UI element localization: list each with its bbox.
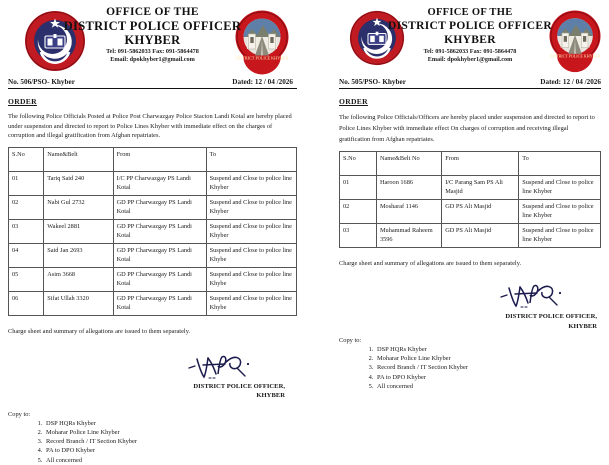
cell-name: Muhammad Raheem 3596 xyxy=(376,224,441,248)
cell-to: Suspend and Close to police line Khyber xyxy=(206,219,296,243)
cell-name: Mosharaf 1146 xyxy=(376,200,441,224)
table-row xyxy=(340,224,601,248)
column-header-to: To xyxy=(206,147,296,171)
column-header-name: Name&Belt No xyxy=(376,152,441,176)
cell-sno: 01 xyxy=(340,176,377,200)
document-body xyxy=(0,89,305,465)
copy-to-block xyxy=(339,337,601,391)
document-body xyxy=(331,89,609,391)
cell-from: GD PP Charwazgay PS Landi Kotal xyxy=(113,291,206,315)
table-row xyxy=(9,267,297,291)
cell-to: Suspend and Close to police line Khyber xyxy=(519,200,601,224)
order-heading: ORDER xyxy=(339,97,368,106)
letterhead-line-2: DISTRICT POLICE OFFICER xyxy=(388,20,552,32)
cell-from: GD PP Charwazgay PS Landi Kotal xyxy=(113,267,206,291)
order-paragraph: The following Police Officials Posted at Police Post Charwazgay Police Stacion Landi Kotal are hereby placed under suspension and directed to report to Police Lines Khyber with immediate effect on the charges of corruption and illegal gratification from Afghan repatriates. xyxy=(8,113,292,140)
signature-title-line-1: DISTRICT POLICE OFFICER, xyxy=(193,382,285,390)
list-item: 5. All concerned xyxy=(375,382,601,391)
letterhead-line-1: OFFICE OF THE xyxy=(427,7,513,18)
letterhead-line-2: DISTRICT POLICE OFFICER xyxy=(63,19,242,33)
reference-number: No. 506/PSO- Khyber xyxy=(8,78,75,86)
cell-sno: 02 xyxy=(340,200,377,224)
cell-from: I/C Parang Sam PS Ali Masjid xyxy=(442,176,519,200)
table-row xyxy=(9,195,297,219)
letterhead xyxy=(331,0,609,72)
table-row xyxy=(9,219,297,243)
list-item: 4. PA to DPO Khyber xyxy=(44,446,297,455)
list-item: 4. PA to DPO Khyber xyxy=(375,373,601,382)
copy-to-block xyxy=(8,411,297,465)
suspension-table xyxy=(339,151,601,248)
cell-name: Tariq Said 240 xyxy=(44,171,113,195)
charge-sheet-note: Charge sheet and summary of allegations are issued to them separately. xyxy=(339,260,522,267)
handwritten-signature-icon xyxy=(185,352,265,382)
list-item: 2. Moharar Police Line Khyber xyxy=(44,428,297,437)
letterhead-telephone: Tel: 091-5862033 Fax: 091-5864478 xyxy=(106,48,199,55)
table-row xyxy=(340,176,601,200)
letterhead-email: Email: dpokhyber1@gmail.com xyxy=(427,56,513,63)
page-gutter xyxy=(305,0,331,442)
cell-from: GD PP Charwazgay PS Landi Kotal xyxy=(113,195,206,219)
signature-title-line-1: DISTRICT POLICE OFFICER, xyxy=(505,313,597,320)
reference-number: No. 505/PSO- Khyber xyxy=(339,78,406,86)
cell-sno: 03 xyxy=(9,219,44,243)
cell-name: Asim 3668 xyxy=(44,267,113,291)
column-header-sno: S.No xyxy=(9,147,44,171)
suspension-table xyxy=(8,147,297,316)
column-header-from: From xyxy=(113,147,206,171)
list-item: 1. DSP HQRs Khyber xyxy=(375,345,601,354)
reference-date: Dated: 12 / 04 /2026 xyxy=(540,78,601,86)
cell-name: Wakeel 2881 xyxy=(44,219,113,243)
table-row xyxy=(9,171,297,195)
cell-name: Haroon 1686 xyxy=(376,176,441,200)
cell-name: Nabi Gul 2732 xyxy=(44,195,113,219)
cell-to: Suspend and Close to police line Khyber xyxy=(519,176,601,200)
cell-to: Suspend and Close to police line Khybe xyxy=(206,291,296,315)
reference-line xyxy=(8,74,297,89)
list-item: 1. DSP HQRs Khyber xyxy=(44,419,297,428)
column-header-to: To xyxy=(519,152,601,176)
cell-from: GD PS Ali Masjid xyxy=(442,224,519,248)
order-heading: ORDER xyxy=(8,97,37,106)
table-row xyxy=(340,200,601,224)
letterhead-email: Email: dpokhyber1@gmail.com xyxy=(110,56,195,63)
column-header-from: From xyxy=(442,152,519,176)
copy-to-list xyxy=(339,345,601,391)
signature-title-line-2: KHYBER xyxy=(256,392,285,400)
letterhead-line-3: KHYBER xyxy=(124,33,181,47)
cell-to: Suspend and Close to police line Khyber xyxy=(206,195,296,219)
column-header-name: Name&Belt xyxy=(44,147,113,171)
reference-date: Dated: 12 / 04 /2026 xyxy=(232,78,293,86)
cell-from: GD PP Charwazgay PS Landi Kotal xyxy=(113,219,206,243)
list-item: 3. Record Branch / IT Section Khyber xyxy=(375,363,601,372)
signature-block xyxy=(8,352,297,401)
column-header-sno: S.No xyxy=(340,152,377,176)
cell-from: GD PP Charwazgay PS Landi Kotal xyxy=(113,243,206,267)
copy-to-list xyxy=(8,419,297,465)
cell-to: Suspend and Close to police line Khyber xyxy=(519,224,601,248)
letterhead-line-1: OFFICE OF THE xyxy=(106,6,199,18)
table-row xyxy=(9,243,297,267)
cell-sno: 02 xyxy=(9,195,44,219)
table-row xyxy=(9,291,297,315)
handwritten-signature-icon xyxy=(497,280,577,312)
cell-sno: 01 xyxy=(9,171,44,195)
charge-sheet-note: Charge sheet and summary of allegations are issued to them separately. xyxy=(8,327,191,335)
cell-to: Suspend and Close to police line Khybe xyxy=(206,243,296,267)
letterhead-telephone: Tel: 091-5862033 Fax: 091-5864478 xyxy=(423,48,517,55)
signature-title-line-2: KHYBER xyxy=(568,322,597,330)
copy-to-label: Copy to: xyxy=(8,410,31,418)
order-paragraph: The following Police Officials/Officers are hereby placed under suspension and directed to report to Police Lines Khyber with immediate effect On charges of corruption and receiving illegal gratification from Afghan repatriates. xyxy=(339,114,595,143)
signature-block xyxy=(339,280,601,331)
cell-to: Suspend and Close to police line Khybe xyxy=(206,267,296,291)
list-item: 5. All concerned xyxy=(44,456,297,465)
cell-from: I/C PP Charwazgay PS Landi Kotal xyxy=(113,171,206,195)
table-header-row xyxy=(9,147,297,171)
svg-text:DISTRICT POLICE KHYBER: DISTRICT POLICE KHYBER xyxy=(549,53,601,59)
svg-text:DISTRICT POLICE KHYBER: DISTRICT POLICE KHYBER xyxy=(235,55,289,61)
list-item: 3. Record Branch / IT Section Khyber xyxy=(44,437,297,446)
copy-to-label: Copy to: xyxy=(339,337,362,344)
cell-sno: 06 xyxy=(9,291,44,315)
list-item: 2. Moharar Police Line Khyber xyxy=(375,354,601,363)
cell-name: Sifat Ullah 3320 xyxy=(44,291,113,315)
table-header-row xyxy=(340,152,601,176)
cell-to: Suspend and Close to police line Khyber xyxy=(206,171,296,195)
document-page-left xyxy=(0,0,305,464)
cell-sno: 03 xyxy=(340,224,377,248)
cell-sno: 05 xyxy=(9,267,44,291)
letterhead xyxy=(0,0,305,72)
cell-name: Said Jan 2693 xyxy=(44,243,113,267)
reference-line xyxy=(339,74,601,89)
cell-from: GD PS Ali Masjid xyxy=(442,200,519,224)
letterhead-line-3: KHYBER xyxy=(444,34,496,46)
cell-sno: 04 xyxy=(9,243,44,267)
document-page-right xyxy=(331,0,609,442)
